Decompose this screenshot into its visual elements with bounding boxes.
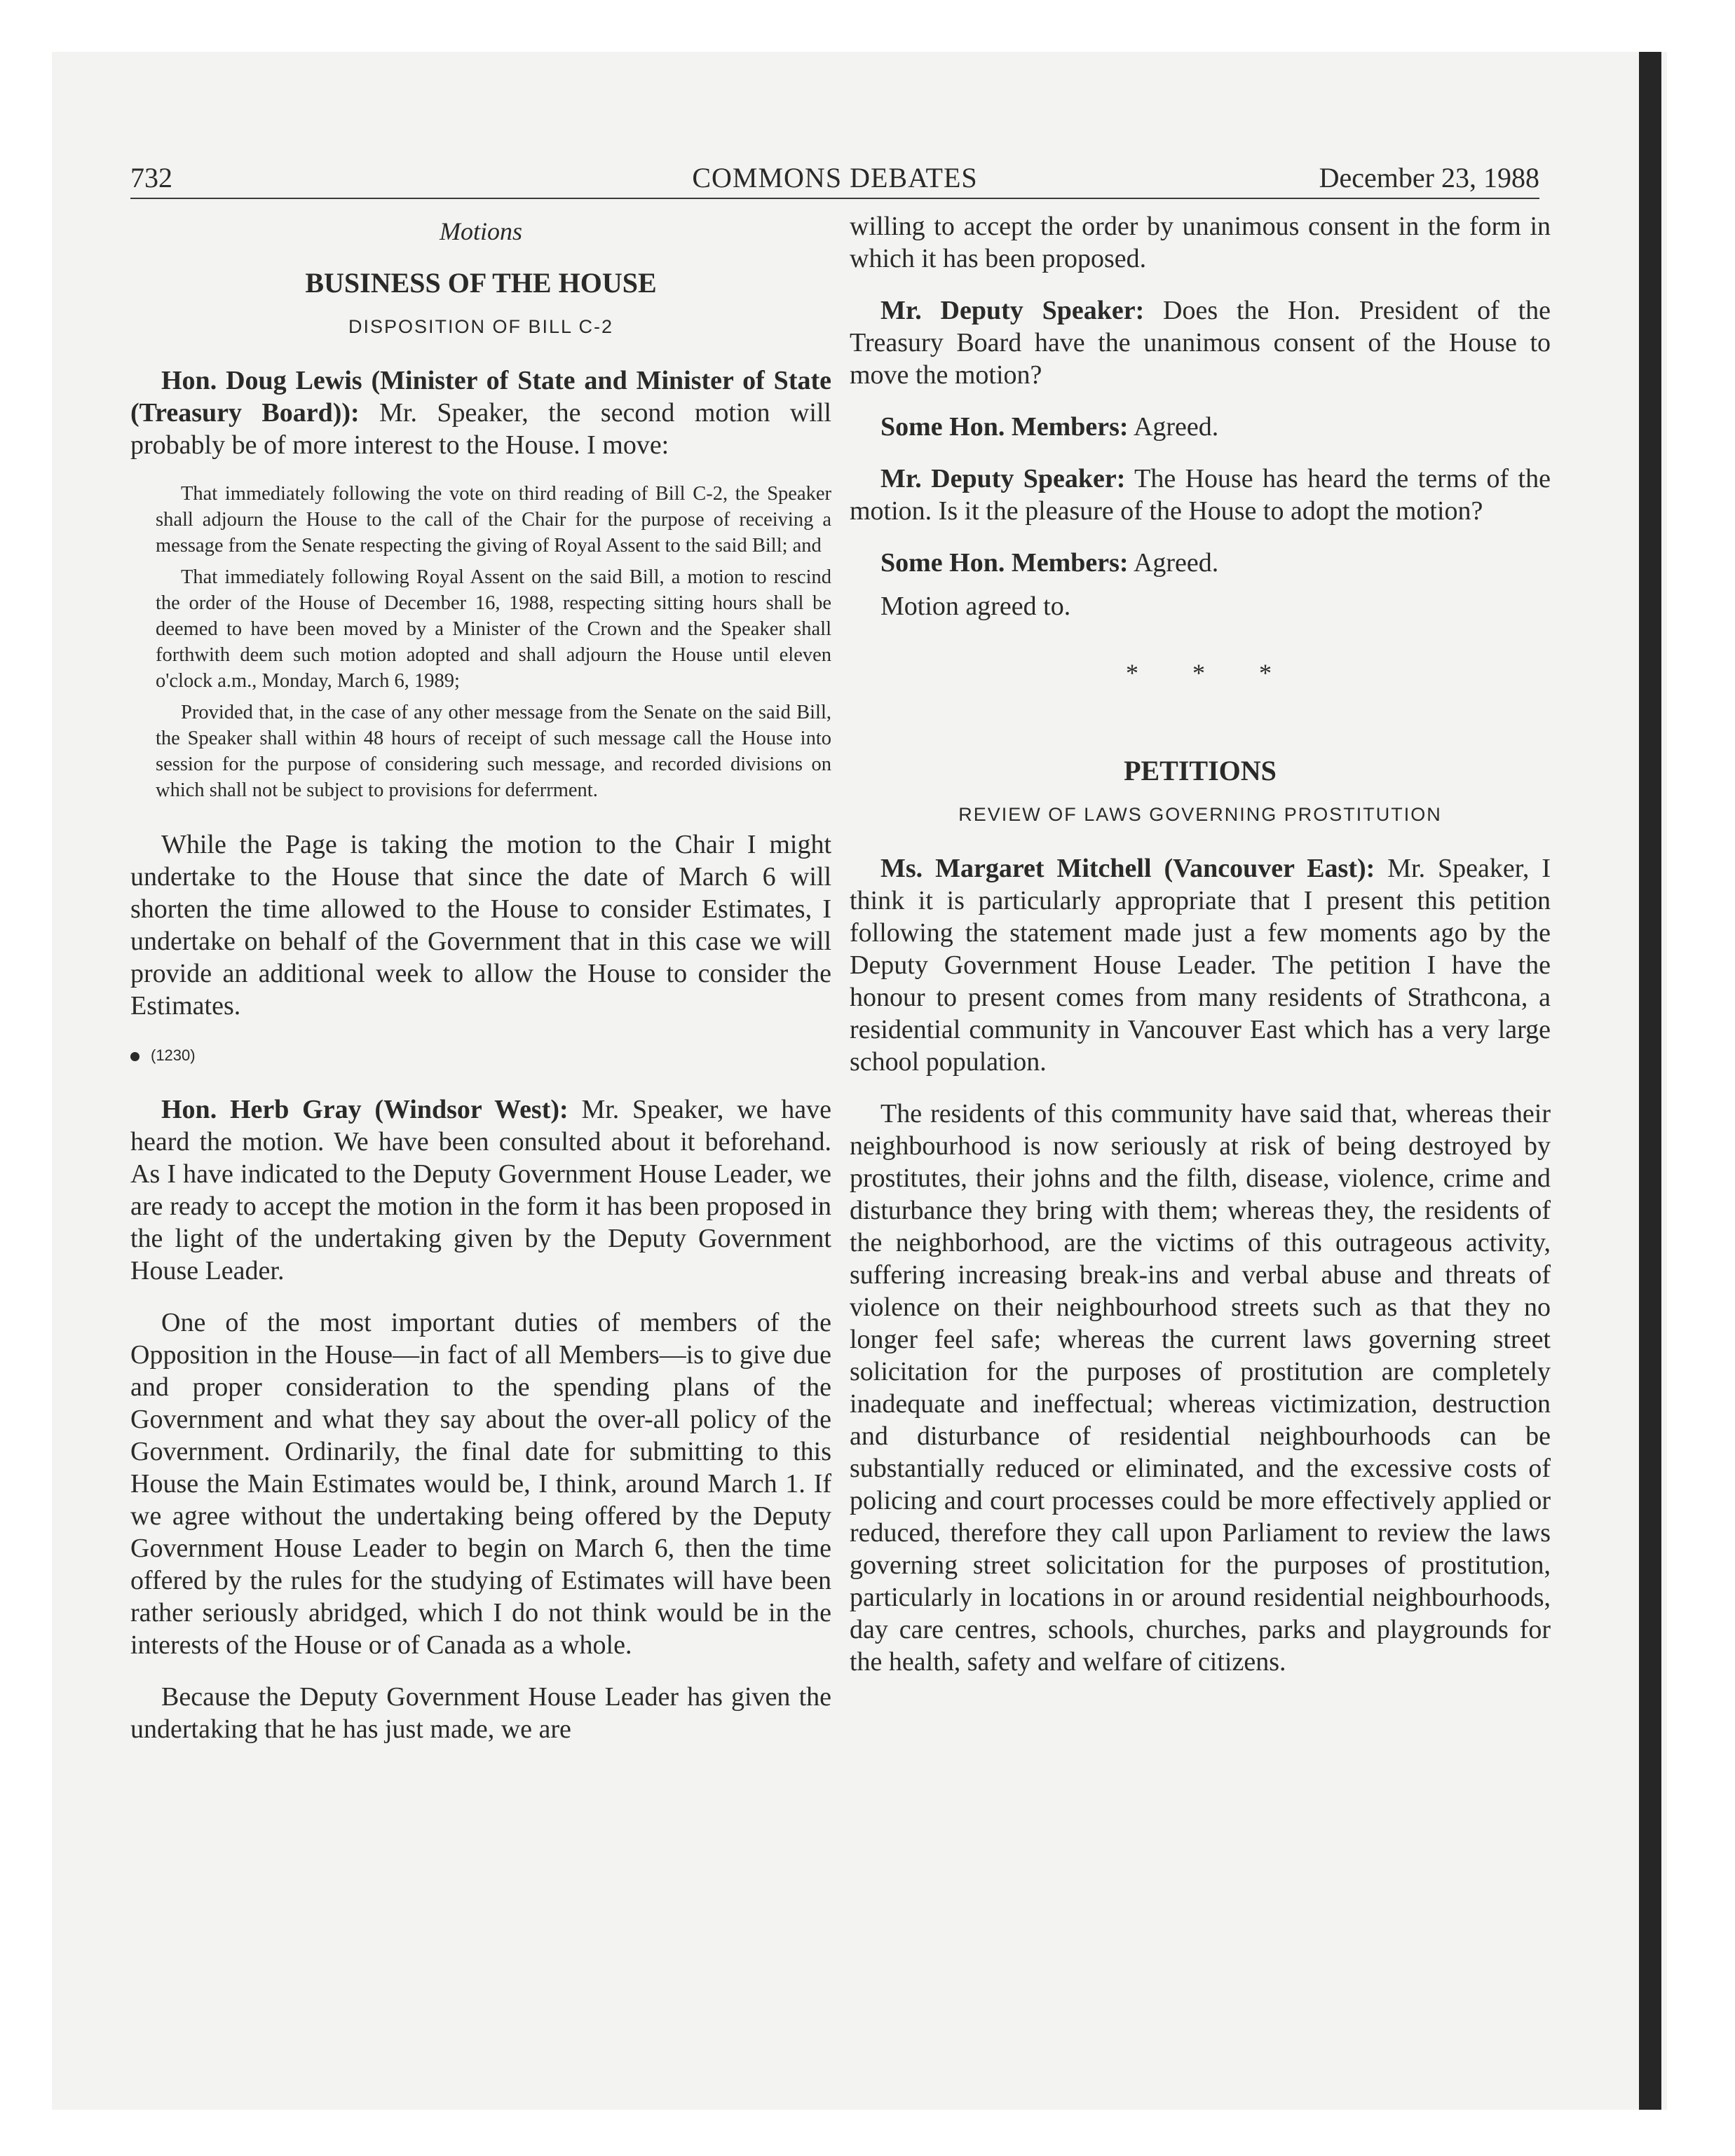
right-column xyxy=(850,210,1551,1698)
speech-text: Mr. Speaker, I think it is particularly appropriate that I present this petition following the statement made just a few moments ago by the Deputy Government House Leader. The petition I have the honour to present comes from many residents of Strathcona, a residential community in Vancouver East which has a very large school population. xyxy=(850,854,1551,1077)
mitchell-speech xyxy=(850,852,1551,1078)
section-separator: * * * xyxy=(1126,659,1295,687)
speaker-name: Mr. Deputy Speaker: xyxy=(880,464,1126,493)
lewis-speech xyxy=(130,364,831,461)
page-number: 732 xyxy=(130,162,172,193)
section-subtitle-bill: DISPOSITION OF BILL C-2 xyxy=(348,316,614,337)
motion-paragraph: That immediately following the vote on third reading of Bill C-2, the Speaker shall adjourn the House to the call of the Chair for the purpose of receiving a message from the Senate respecting the giving of Royal Assent to the said Bill; and xyxy=(156,483,831,557)
section-title-business: BUSINESS OF THE HOUSE xyxy=(305,267,657,299)
speech-text: Agreed. xyxy=(1133,548,1219,578)
continued-paragraph: willing to accept the order by unanimous consent in the form in which it has been proposed. xyxy=(850,212,1551,273)
speech-text: Does the Hon. President of the Treasury Board have the unanimous consent of the House to move the motion? xyxy=(850,296,1551,390)
speaker-name: Hon. Doug Lewis (Minister of State and Minister of State (Treasury Board)): xyxy=(130,366,831,428)
gray-paragraph-2: One of the most important duties of members of the Opposition in the House—in fact of all Members—is to give due and proper consideration to the spending plans of the Government and what they say about the over-all policy of the Government. Ordinarily, the final date for submitting to this House the Main Estimates would be, I think, around March 1. If we agree without the undertaking being offered by the Deputy Government House Leader to begin on March 6, then the time offered by the rules for the studying of Estimates will have been rather seriously abridged, which I do not think would be in the interests of the House or of Canada as a whole. xyxy=(130,1308,831,1660)
members-response xyxy=(850,411,1551,443)
left-column xyxy=(130,210,831,1765)
petition-text: The residents of this community have said that, whereas their neighbourhood is now seriously at risk of being destroyed by prostitutes, their johns and the filth, disease, violence, crime and disturbance they bring with them; whereas they, the residents of the neighborhood, are the victims of this outrageous activity, suffering increasing break-ins and verbal abuse and threats of violence on their neighbourhood streets such as that they no longer feel safe; whereas the current laws governing street solicitation for the purposes of prostitution are completely inadequate and ineffectual; whereas victimization, destruction and disturbance of residential neighbourhoods can be substantially reduced or eliminated, and the excessive costs of policing and court processes could be more effectively applied or reduced, therefore they call upon Parliament to review the laws governing street solicitation for the purposes of prostitution, particularly in locations in or around residential neighbourhoods, day care centres, schools, churches, parks and playgrounds for the health, safety and welfare of citizens. xyxy=(850,1099,1551,1677)
members-response xyxy=(850,547,1551,579)
speaker-name: Some Hon. Members: xyxy=(880,548,1129,578)
time-stamp: (1230) xyxy=(151,1046,196,1064)
speech-text: Mr. Speaker, the second motion will probably be of more interest to the House. I move: xyxy=(130,398,831,460)
deputy-speaker-question xyxy=(850,294,1551,391)
page-date: December 23, 1988 xyxy=(1319,162,1539,193)
deputy-speaker-question xyxy=(850,463,1551,527)
publication-title: COMMONS DEBATES xyxy=(692,162,978,193)
speaker-name: Some Hon. Members: xyxy=(880,412,1129,442)
speaker-name: Ms. Margaret Mitchell (Vancouver East): xyxy=(880,854,1375,883)
header-rule xyxy=(130,198,1539,199)
rubric-label: Motions xyxy=(439,217,522,245)
page-edge-shadow xyxy=(1639,52,1661,2110)
motion-text-block xyxy=(130,481,831,803)
speech-text: Agreed. xyxy=(1133,412,1219,442)
bullet-icon xyxy=(130,1052,140,1061)
time-marker xyxy=(130,1042,831,1070)
gray-paragraph-3: Because the Deputy Government House Leader has given the undertaking that he has just made, we are xyxy=(130,1682,831,1744)
gray-speech xyxy=(130,1093,831,1287)
speaker-name: Hon. Herb Gray (Windsor West): xyxy=(161,1095,569,1124)
speech-text: Mr. Speaker, we have heard the motion. We have been consulted about it beforehand. As I have indicated to the Deputy Government House Leader, we are ready to accept the motion in the form it has been proposed in the light of the undertaking given by the Deputy Government House Leader. xyxy=(130,1095,831,1285)
motion-agreed: Motion agreed to. xyxy=(880,592,1071,621)
speech-text: The House has heard the terms of the motion. Is it the pleasure of the House to adopt the motion? xyxy=(850,464,1551,526)
motion-paragraph: That immediately following Royal Assent on the said Bill, a motion to rescind the order of the House of December 16, 1988, respecting sitting hours shall be deemed to have been moved by a Minister of the Crown and the Speaker shall forthwith deem such motion adopted and shall adjourn the House until eleven o'clock a.m., Monday, March 6, 1989; xyxy=(156,566,831,692)
running-head xyxy=(130,160,1539,196)
lewis-followup: While the Page is taking the motion to the Chair I might undertake to the House that since the date of March 6 will shorten the time allowed to the House to consider Estimates, I undertake on behalf of the Government that in this case we will provide an additional week to allow the House to consider the Estimates. xyxy=(130,830,831,1021)
speaker-name: Mr. Deputy Speaker: xyxy=(880,296,1145,325)
section-subtitle-prostitution: REVIEW OF LAWS GOVERNING PROSTITUTION xyxy=(958,804,1442,825)
motion-paragraph: Provided that, in the case of any other message from the Senate on the said Bill, the Speaker shall within 48 hours of receipt of such message call the House into session for the purpose of considering such message, and recorded divisions on which shall not be subject to provisions for deferrment. xyxy=(156,702,831,801)
section-title-petitions: PETITIONS xyxy=(1124,755,1277,786)
